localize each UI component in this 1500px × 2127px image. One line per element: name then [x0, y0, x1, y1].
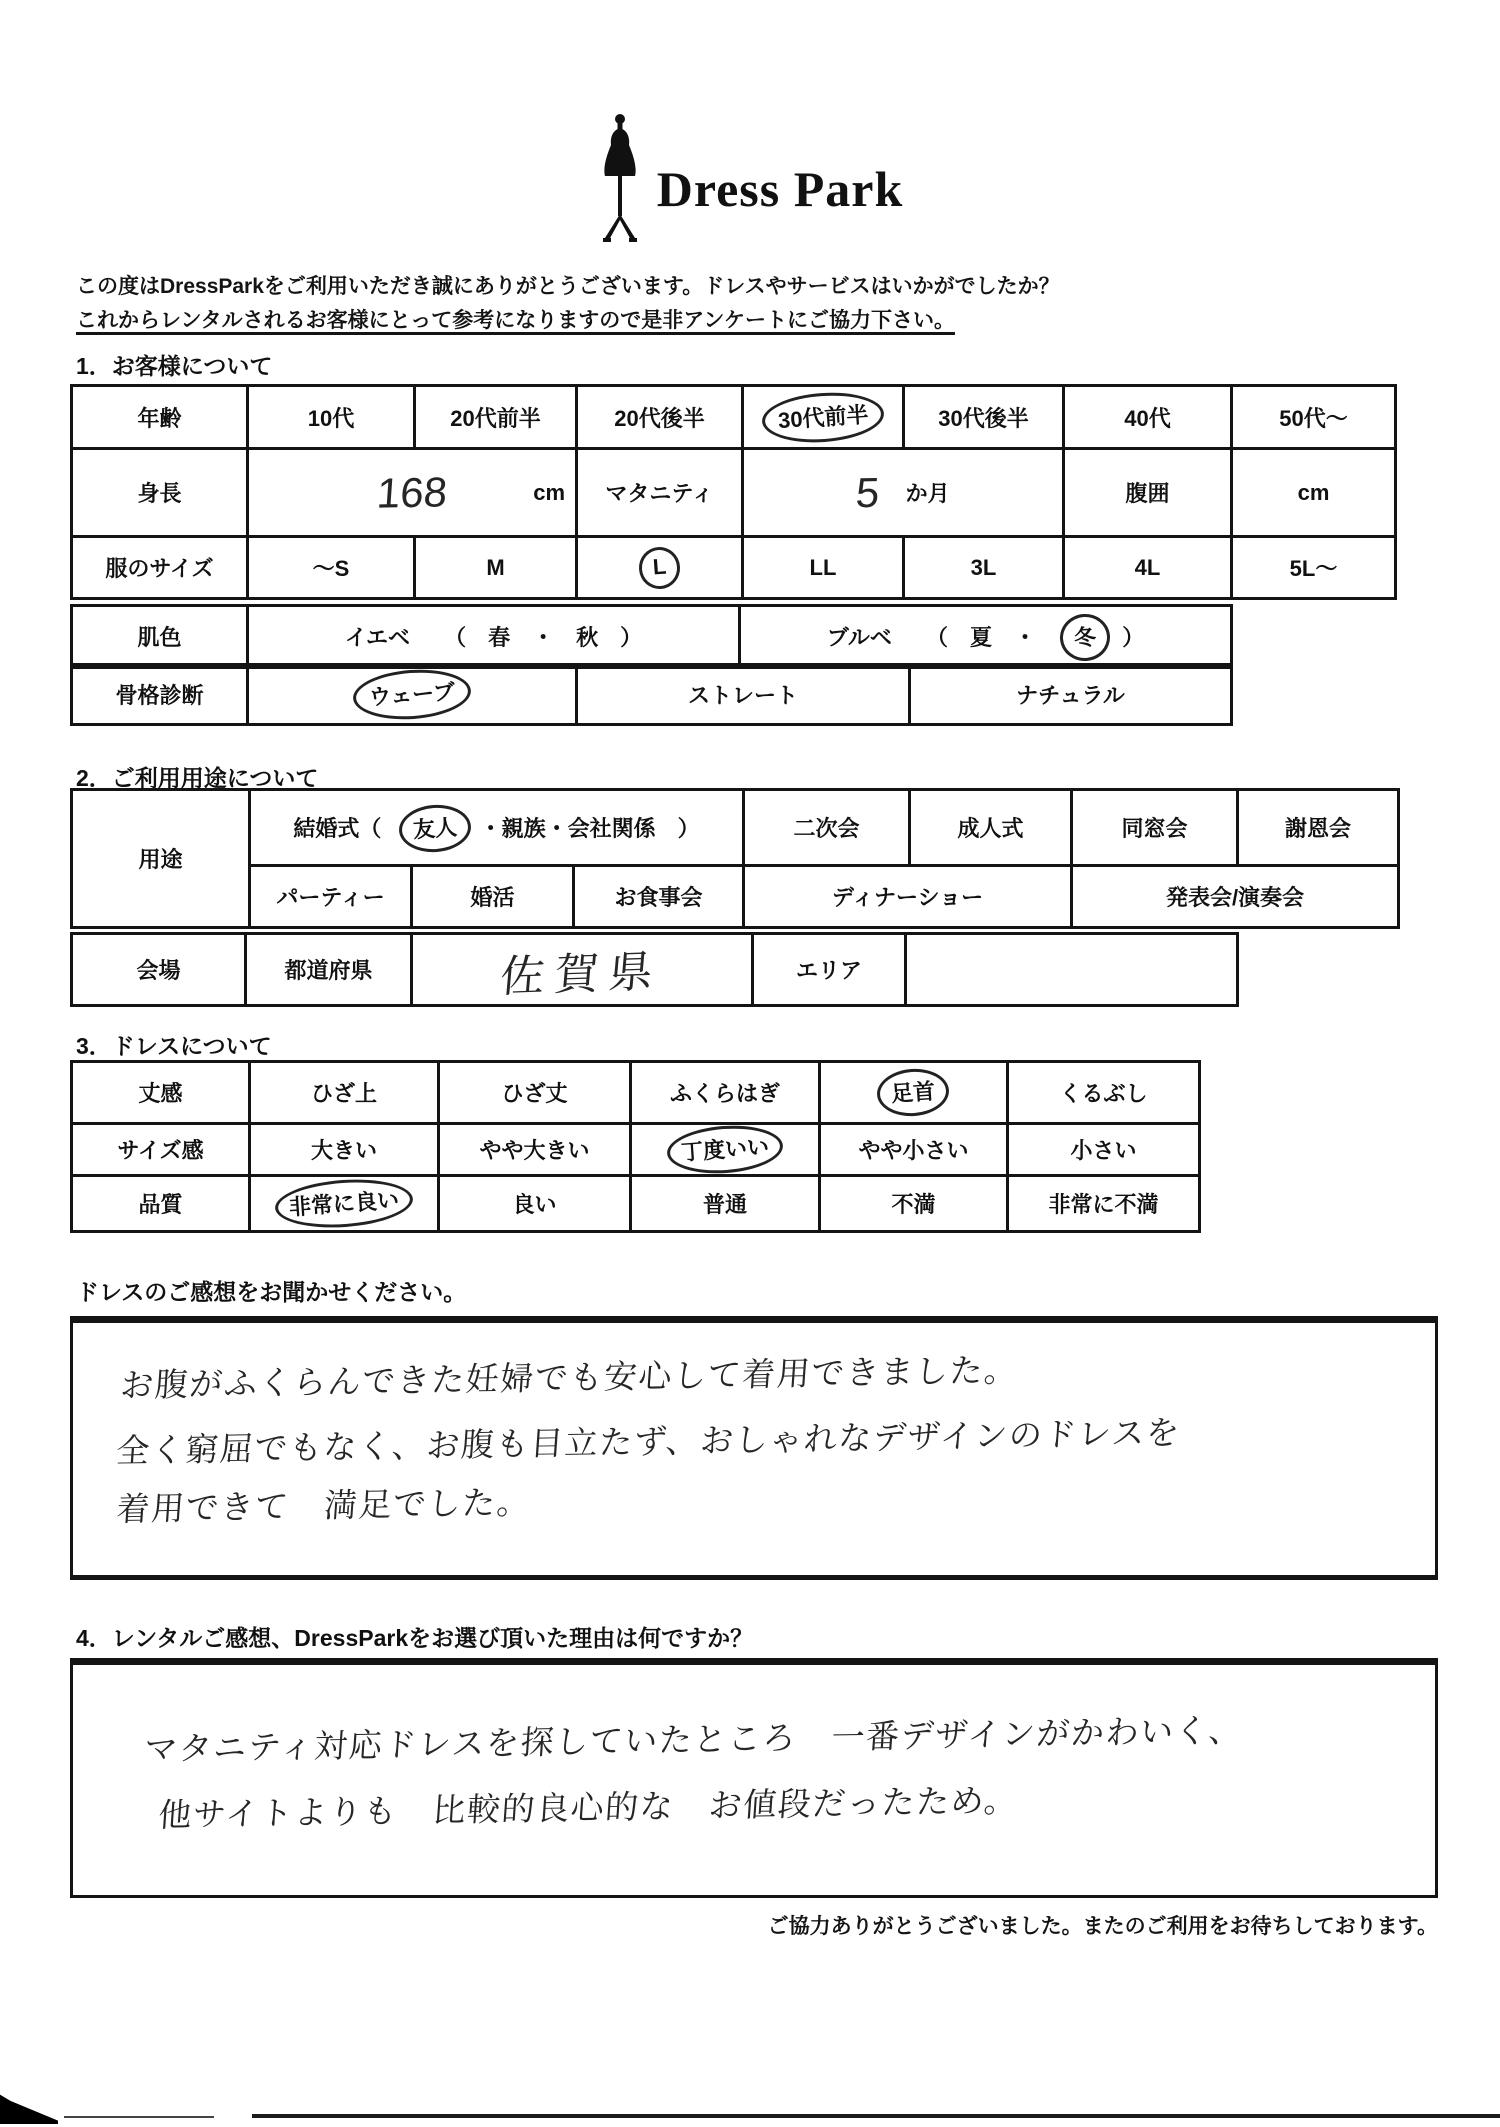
waist-unit-cell: cm — [1232, 449, 1396, 537]
customer-table-upper — [70, 384, 1397, 600]
fit-option-just-right-selected — [631, 1124, 820, 1176]
area-value-cell — [906, 934, 1238, 1006]
usage-option-dinner-show: ディナーショー — [744, 866, 1072, 928]
length-row — [72, 1062, 1200, 1124]
scan-artifact-bottom-line-left — [64, 2116, 214, 2118]
size-option-m: M — [415, 537, 577, 599]
blue-base-open: （ 夏 ・ — [925, 624, 1036, 650]
skeleton-label: 骨格診断 — [72, 665, 248, 725]
wedding-suffix: ・親族・会社関係 ） — [479, 815, 700, 841]
usage-row1 — [72, 790, 1399, 866]
pen-circle-mark: 非常に良い — [274, 1175, 415, 1232]
feedback-handwritten-line2: 全く窮屈でもなく、お腹も目立たず、おしゃれなデザインのドレスを — [114, 1413, 1182, 1470]
quality-option-very-dissatisfied: 非常に不満 — [1008, 1176, 1200, 1232]
prefecture-handwritten-value: 佐賀県 — [498, 946, 666, 1002]
quality-option-dissatisfied: 不満 — [820, 1176, 1008, 1232]
height-handwritten-value: 168 — [375, 467, 449, 517]
maternity-unit: か月 — [905, 481, 950, 506]
usage-option-party: パーティー — [250, 866, 412, 928]
quality-option-average: 普通 — [631, 1176, 820, 1232]
size-label: 服のサイズ — [72, 537, 248, 599]
yellow-base-detail: （ 春 ・ 秋 ） — [444, 625, 643, 650]
length-option-calf: ふくらはぎ — [631, 1062, 820, 1124]
intro-line2: これからレンタルされるお客様にとって参考になりますので是非アンケートにご協力下さい。 — [76, 309, 955, 333]
section4-title: 4．レンタルご感想、DressParkをお選び頂いた理由は何ですか？ — [76, 1625, 754, 1651]
age-option-late20s: 20代後半 — [577, 386, 743, 449]
pen-circle-mark: 丁度いい — [665, 1122, 784, 1177]
section3-title: 3．ドレスについて — [76, 1033, 272, 1059]
skin-label: 肌色 — [72, 606, 248, 668]
age-option-late30s: 30代後半 — [904, 386, 1064, 449]
age-row — [72, 386, 1396, 449]
length-option-above-knee: ひざ上 — [250, 1062, 439, 1124]
skeleton-option-natural: ナチュラル — [910, 665, 1232, 725]
size-option-5l: 5L～ — [1232, 537, 1396, 599]
size-option-3l: 3L — [904, 537, 1064, 599]
reason-textbox — [70, 1658, 1438, 1898]
venue-row — [70, 932, 1239, 1007]
intro-line1: この度はDressParkをご利用いただき誠にありがとうございます。ドレスやサービスはいかがでしたか？ — [76, 275, 1060, 298]
section2-title: 2．ご利用用途について — [76, 765, 319, 791]
skin-yellow-base-cell — [248, 606, 740, 668]
scan-artifact-bottom-line — [252, 2114, 1500, 2118]
quality-option-good: 良い — [439, 1176, 631, 1232]
pen-circle-mark: 足首 — [876, 1067, 951, 1119]
age-option-10s: 10代 — [248, 386, 415, 449]
pen-circle-mark: 冬 — [1059, 612, 1112, 662]
yellow-base: イエベ — [344, 625, 410, 650]
usage-option-dinner-party: お食事会 — [574, 866, 744, 928]
skeleton-option-wave-selected — [248, 665, 577, 725]
size-option-ll: LL — [743, 537, 904, 599]
age-option-50s: 50代～ — [1232, 386, 1396, 449]
scan-artifact-corner — [0, 2082, 58, 2124]
waist-label: 腹囲 — [1064, 449, 1232, 537]
usage-option-coming-of-age: 成人式 — [910, 790, 1072, 866]
feedback-textbox — [70, 1316, 1438, 1580]
age-option-early20s: 20代前半 — [415, 386, 577, 449]
quality-option-very-good-selected — [250, 1176, 439, 1232]
size-row — [72, 537, 1396, 599]
prefecture-value-cell — [412, 934, 753, 1006]
height-value-cell — [248, 449, 577, 537]
dress-form-icon — [597, 112, 643, 246]
height-label: 身長 — [72, 449, 248, 537]
height-row — [72, 449, 1396, 537]
feedback-handwritten-line1: お腹がふくらんできた妊婦でも安心して着用できました。 — [119, 1351, 1020, 1404]
usage-option-konkatsu: 婚活 — [412, 866, 574, 928]
venue-label: 会場 — [72, 934, 246, 1006]
usage-option-thanks-party: 謝恩会 — [1238, 790, 1399, 866]
feedback-title: ドレスのご感想をお聞かせください。 — [76, 1279, 467, 1305]
fit-option-slightly-small: やや小さい — [820, 1124, 1008, 1176]
age-option-early30s-selected — [743, 386, 904, 449]
skeleton-option-straight: ストレート — [577, 665, 910, 725]
fit-option-slightly-large: やや大きい — [439, 1124, 631, 1176]
length-option-anklebone: くるぶし — [1008, 1062, 1200, 1124]
size-option-s: ～S — [248, 537, 415, 599]
maternity-label: マタニティ — [577, 449, 743, 537]
length-option-knee: ひざ丈 — [439, 1062, 631, 1124]
age-label: 年齢 — [72, 386, 248, 449]
fit-option-large: 大きい — [250, 1124, 439, 1176]
blue-base-close: ） — [1122, 624, 1145, 650]
pen-circle-mark: 30代前半 — [760, 388, 886, 445]
quality-row — [72, 1176, 1200, 1232]
maternity-value-cell — [743, 449, 1064, 537]
pen-circle-mark: L — [637, 546, 681, 591]
usage-option-reunion: 同窓会 — [1072, 790, 1238, 866]
length-option-ankle-selected — [820, 1062, 1008, 1124]
prefecture-label: 都道府県 — [246, 934, 412, 1006]
purpose-label: 用途 — [72, 790, 250, 928]
fit-label: サイズ感 — [72, 1124, 250, 1176]
skin-tone-row — [70, 604, 1233, 669]
length-label: 丈感 — [72, 1062, 250, 1124]
closing-text: ご協力ありがとうございました。またのご利用をお待ちしております。 — [767, 1915, 1438, 1938]
wedding-prefix: 結婚式（ — [293, 815, 382, 841]
usage-row2 — [72, 866, 1399, 928]
fit-row — [72, 1124, 1200, 1176]
skin-blue-base-cell — [740, 606, 1232, 668]
section1-title: 1．お客様について — [76, 353, 273, 379]
quality-label: 品質 — [72, 1176, 250, 1232]
reason-handwritten-line1: マタニティ対応ドレスを探していたところ 一番デザインがかわいく、 — [142, 1711, 1245, 1768]
reason-handwritten-line2: 他サイトよりも 比較的良心的な お値段だったため。 — [157, 1781, 1020, 1834]
skeleton-row — [70, 663, 1233, 726]
height-unit: cm — [533, 479, 565, 505]
brand-logo — [0, 112, 1500, 246]
feedback-handwritten-line3: 着用できて 満足でした。 — [115, 1483, 533, 1528]
size-option-l-selected — [577, 537, 743, 599]
usage-option-wedding-cell — [250, 790, 744, 866]
fit-option-small: 小さい — [1008, 1124, 1200, 1176]
area-label: エリア — [753, 934, 906, 1006]
pen-circle-mark: 友人 — [398, 802, 473, 854]
pen-circle-mark: ウェーブ — [351, 666, 472, 723]
age-option-40s: 40代 — [1064, 386, 1232, 449]
usage-table-upper — [70, 788, 1400, 929]
intro-text — [76, 270, 1060, 338]
blue-base: ブルベ — [826, 624, 892, 650]
usage-option-afterparty: 二次会 — [744, 790, 910, 866]
maternity-handwritten-value: 5 — [854, 468, 882, 516]
usage-option-recital: 発表会/演奏会 — [1072, 866, 1399, 928]
dress-table — [70, 1060, 1201, 1233]
brand-name: Dress Park — [656, 161, 904, 217]
size-option-4l: 4L — [1064, 537, 1232, 599]
